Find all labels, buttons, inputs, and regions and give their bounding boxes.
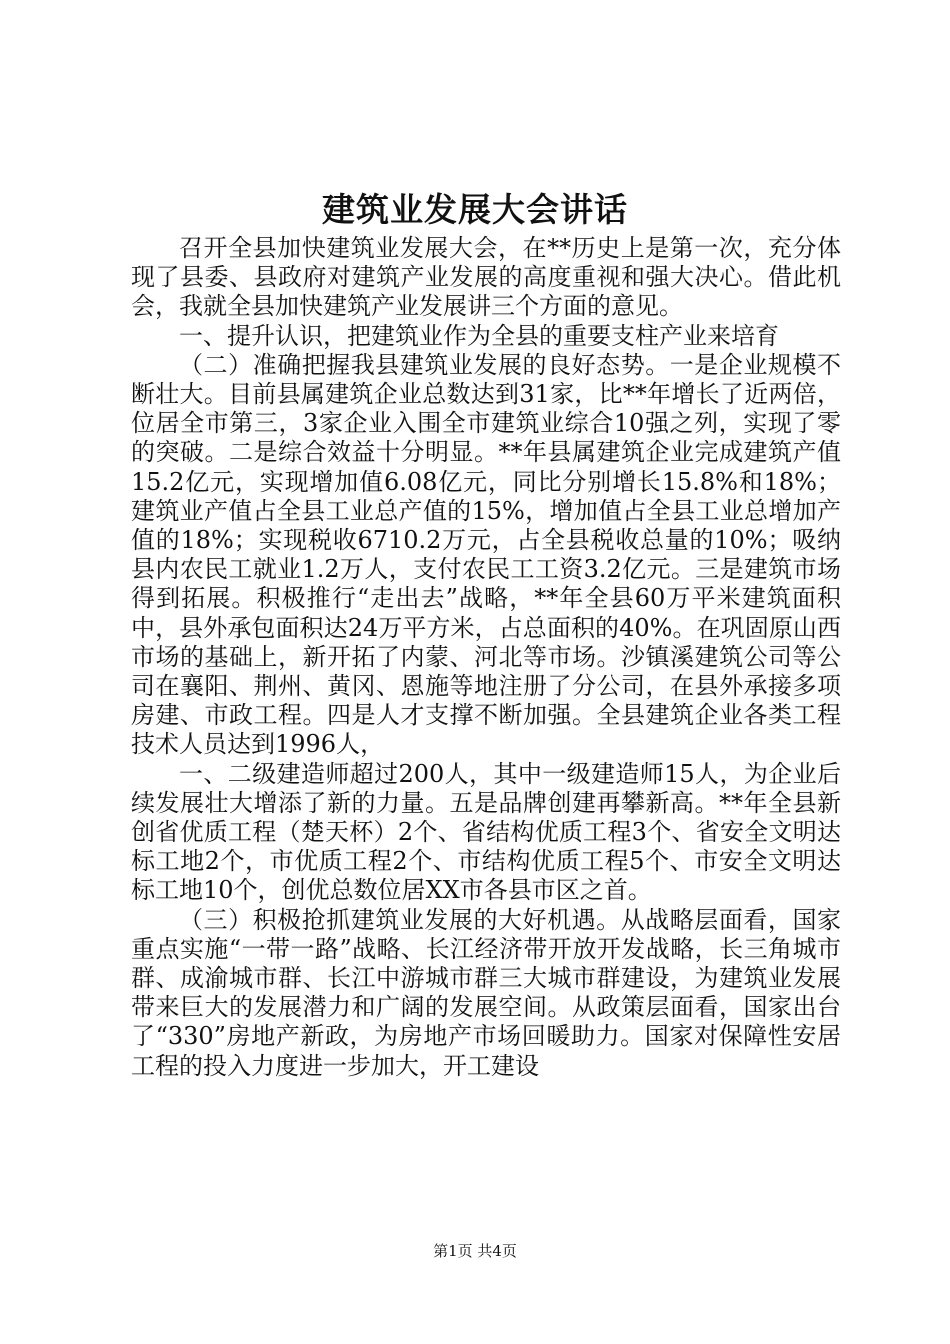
document-body — [131, 234, 841, 1081]
paragraph-section-2: （二）准确把握我县建筑业发展的良好态势。一是企业规模不断壮大。目前县属建筑企业总数达到31家，比**年增长了近两倍，位居全市第三，3家企业入围全市建筑业综合10强之列，实现了零的突破。二是综合效益十分明显。**年县属建筑企业完成建筑产值15.2亿元，实现增加值6.08亿元，同比分别增长15.8%和18%；建筑业产值占全县工业总产值的15%，增加值占全县工业总增加产值的18%；实现税收6710.2万元，占全县税收总量的10%；吸纳县内农民工就业1.2万人，支付农民工工资3.2亿元。三是建筑市场得到拓展。积极推行“走出去”战略，**年全县60万平米建筑面积中，县外承包面积达24万平方米，占总面积的40%。在巩固原山西市场的基础上，新开拓了内蒙、河北等市场。沙镇溪建筑公司等公司在襄阳、荆州、黄冈、恩施等地注册了分公司，在县外承接多项房建、市政工程。四是人才支撑不断加强。全县建筑企业各类工程技术人员达到1996人， — [131, 350, 841, 759]
document-title: 建筑业发展大会讲话 — [322, 190, 628, 229]
section-heading-1: 一、提升认识，把建筑业作为全县的重要支柱产业来培育 — [179, 321, 779, 350]
page-footer: 第1页 共4页 — [433, 1242, 517, 1260]
paragraph-builders: 一、二级建造师超过200人，其中一级建造师15人，为企业后续发展壮大增添了新的力量。五是品牌创建再攀新高。**年全县新创省优质工程（楚天杯）2个、省结构优质工程3个、省安全文明达标工地2个，市优质工程2个、市结构优质工程5个、市安全文明达标工地10个，创优总数位居XX市各县市区之首。 — [131, 759, 841, 905]
paragraph-section-3: （三）积极抢抓建筑业发展的大好机遇。从战略层面看，国家重点实施“一带一路”战略、长江经济带开放开发战略，长三角城市群、成渝城市群、长江中游城市群三大城市群建设，为建筑业发展带来巨大的发展潜力和广阔的发展空间。从政策层面看，国家出台了“330”房地产新政，为房地产市场回暖助力。国家对保障性安居工程的投入力度进一步加大，开工建设 — [131, 905, 841, 1080]
paragraph-intro: 召开全县加快建筑业发展大会，在**历史上是第一次，充分体现了县委、县政府对建筑产业发展的高度重视和强大决心。借此机会，我就全县加快建筑产业发展讲三个方面的意见。 — [131, 234, 841, 321]
